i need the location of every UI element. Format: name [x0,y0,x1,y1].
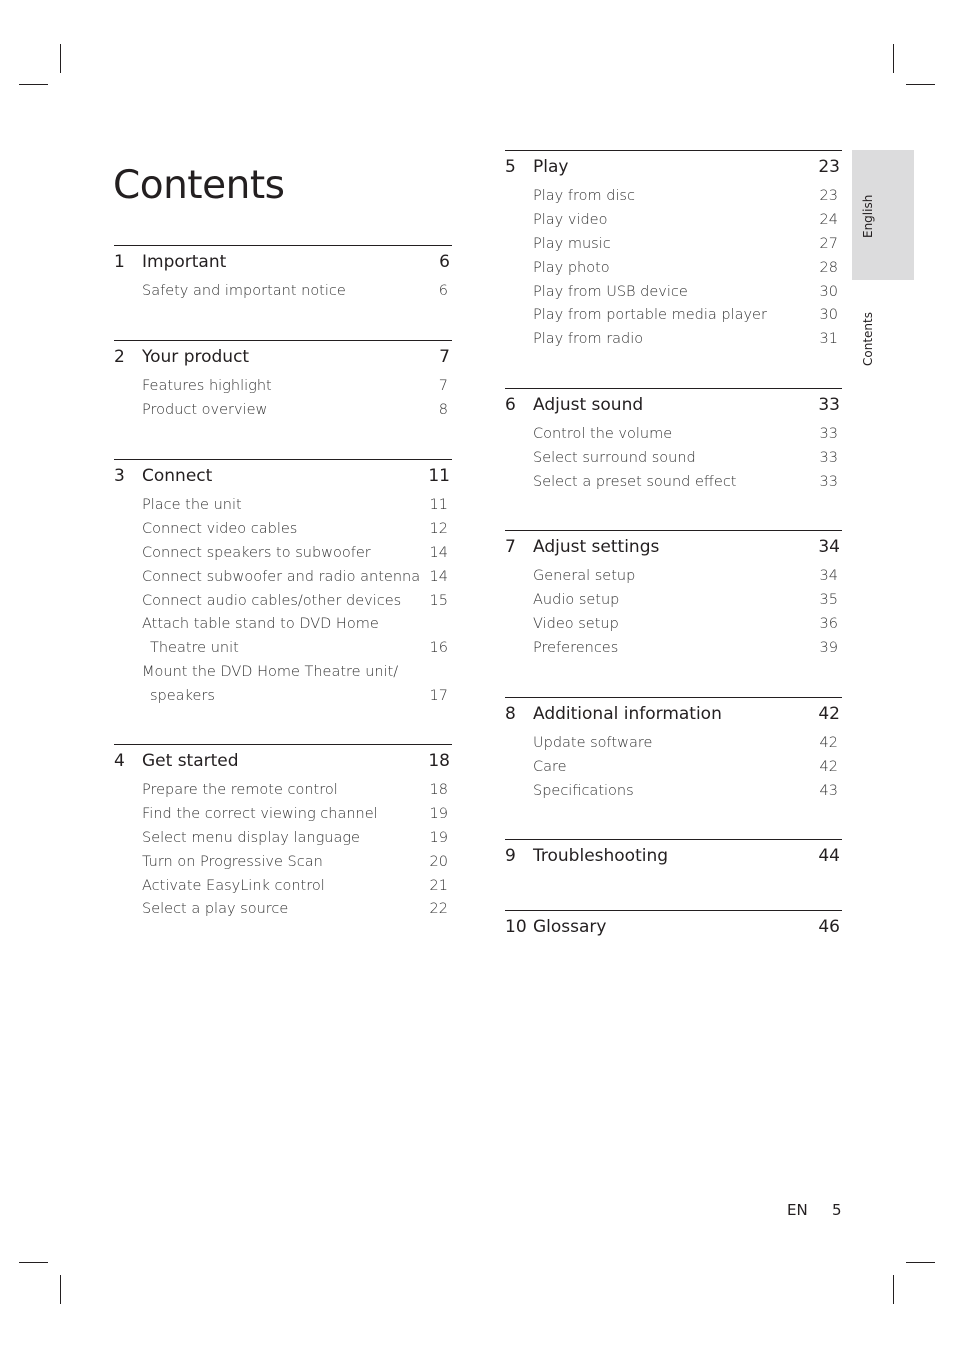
toc-entry[interactable] [505,257,842,281]
toc-entry-page: 34 [819,568,838,584]
toc-entry-page: 22 [429,901,448,918]
toc-entry-label: Audio setup [533,591,620,608]
toc-section-number: 8 [505,704,516,724]
toc-section-heading[interactable] [114,346,452,368]
toc-section-heading[interactable] [505,916,842,938]
toc-section-heading[interactable] [505,536,842,558]
toc-entry-page: 19 [429,829,448,846]
toc-entry[interactable] [114,779,452,803]
toc-section [505,697,842,804]
toc-section-title: Adjust sound [533,395,644,415]
toc-section-page: 34 [818,537,840,557]
crop-mark [893,1275,894,1304]
toc-entry[interactable] [505,233,842,257]
footer-language: EN [787,1201,808,1219]
toc-section-number: 4 [114,751,125,771]
toc-entry-label: Select a preset sound effect [533,473,737,490]
toc-entry[interactable] [114,898,452,922]
toc-entry-page: 30 [819,283,838,300]
toc-entry-label: Activate EasyLink control [142,877,325,894]
toc-entry-page: 14 [429,568,448,585]
toc-entry[interactable] [505,281,842,305]
toc-entry-page: 6 [438,283,448,299]
toc-entry-page: 12 [429,520,448,537]
toc-entry[interactable] [505,589,842,613]
toc-entry-label: Theatre unit [150,640,239,657]
toc-entry-label: Safety and important notice [142,283,346,299]
toc-entry-label: Connect speakers to subwoofer [142,544,371,561]
toc-section-page: 44 [818,846,840,866]
toc-section-number: 7 [505,537,516,557]
toc-entry-page: 30 [819,307,838,324]
toc-entry-label: Connect subwoofer and radio antenna [142,568,421,585]
toc-entry-label: Select surround sound [533,449,696,466]
toc-section-title: Additional information [533,704,722,724]
crop-mark [60,1275,61,1304]
toc-entry-page: 42 [819,758,838,775]
toc-section-number: 3 [114,466,125,486]
toc-entry[interactable] [505,471,842,495]
toc-entry[interactable] [505,447,842,471]
toc-entry[interactable] [114,803,452,827]
crop-mark [893,44,894,73]
toc-section-heading[interactable] [505,156,842,178]
toc-entry[interactable] [114,399,452,423]
toc-entry[interactable] [114,518,452,542]
toc-entry-page: 20 [429,853,448,870]
toc-entry[interactable] [114,875,452,899]
toc-section-title: Your product [142,347,250,367]
toc-section-title: Play [533,157,569,177]
language-tab-label: English [861,194,875,238]
toc-entry[interactable] [505,732,842,756]
crop-mark [906,1262,935,1263]
page-title: Contents [113,163,285,209]
toc-section-heading[interactable] [114,251,452,273]
toc-entry-label: Attach table stand to DVD Home [142,616,379,633]
toc-section-number: 1 [114,252,125,272]
toc-section-title: Glossary [533,917,607,937]
toc-section-page: 42 [818,704,840,724]
toc-entry-label: Play music [533,235,611,252]
toc-entry-label: Prepare the remote control [142,782,338,798]
crop-mark [60,44,61,73]
toc-entry-label: Preferences [533,639,619,656]
toc-section-title: Adjust settings [533,537,660,557]
toc-entry-page: 42 [819,735,838,751]
toc-entry[interactable] [114,637,452,661]
toc-entry[interactable] [114,566,452,590]
toc-entry-page: 33 [819,449,838,466]
toc-section-title: Troubleshooting [533,846,669,866]
toc-section [114,744,452,922]
toc-entry-page: 17 [429,688,448,705]
toc-section-page: 6 [439,252,450,272]
toc-entry-page: 33 [819,426,838,442]
toc-entry[interactable] [505,209,842,233]
toc-section-number: 6 [505,395,516,415]
toc-entry-label: Features highlight [142,378,272,394]
toc-section-number: 9 [505,846,516,866]
toc-section-heading[interactable] [505,845,842,867]
toc-entry-page: 31 [819,331,838,348]
toc-entry-label: Product overview [142,401,268,418]
toc-entry-label: Connect video cables [142,520,298,537]
toc-entry[interactable] [505,756,842,780]
toc-section [505,150,842,352]
toc-entry-label: Play from USB device [533,283,688,300]
toc-entry-label: Mount the DVD Home Theatre unit/ [142,664,399,681]
toc-section-title: Connect [142,466,213,486]
toc-section [114,245,452,304]
toc-entry[interactable] [505,328,842,352]
toc-entry-page: 27 [819,235,838,252]
toc-entry[interactable] [114,661,452,685]
crop-mark [906,84,935,85]
toc-entry-label: Select menu display language [142,829,360,846]
toc-section-heading[interactable] [114,750,452,772]
toc-entry-page: 15 [429,592,448,609]
toc-entry-page: 43 [819,782,838,799]
toc-entry[interactable] [114,613,452,637]
toc-entry-label: Care [533,758,567,775]
toc-entry-page: 14 [429,544,448,561]
toc-entry-label: Connect audio cables/other devices [142,592,402,609]
toc-section-number: 2 [114,347,125,367]
toc-section [505,910,842,938]
language-tab [852,150,914,280]
toc-entry-page: 23 [819,188,838,204]
toc-entry[interactable] [505,304,842,328]
toc-section-heading[interactable] [505,703,842,725]
toc-section [505,388,842,495]
toc-entry-page: 19 [429,805,448,822]
toc-section-title: Get started [142,751,239,771]
toc-entry-label: Video setup [533,615,619,632]
toc-section [114,459,452,709]
toc-entry[interactable] [114,280,452,304]
toc-entry-label: Play from portable media player [533,307,767,324]
toc-entry[interactable] [505,423,842,447]
toc-entry-label: Update software [533,735,653,751]
toc-entry[interactable] [505,637,842,661]
toc-entry-label: speakers [150,688,215,705]
toc-entry-label: Play photo [533,259,610,276]
toc-entry-label: Play from disc [533,188,635,204]
toc-entry[interactable] [114,827,452,851]
toc-section-number: 5 [505,157,516,177]
toc-entry[interactable] [505,780,842,804]
section-side-label: Contents [861,312,875,366]
toc-entry-page: 21 [429,877,448,894]
toc-entry-page: 11 [429,497,448,513]
toc-entry-page: 33 [819,473,838,490]
toc-section-page: 18 [428,751,450,771]
toc-entry-page: 28 [819,259,838,276]
toc-entry-label: Find the correct viewing channel [142,805,378,822]
toc-entry-page: 16 [429,640,448,657]
toc-entry[interactable] [505,613,842,637]
toc-entry-label: Select a play source [142,901,289,918]
toc-entry-page: 24 [819,211,838,228]
toc-section-heading[interactable] [505,394,842,416]
toc-entry-page: 35 [819,591,838,608]
crop-mark [19,84,48,85]
toc-entry-label: Play video [533,211,608,228]
toc-entry-label: Turn on Progressive Scan [142,853,323,870]
toc-entry[interactable] [505,185,842,209]
toc-section [114,340,452,423]
toc-section-title: Important [142,252,227,272]
toc-section-number: 10 [505,917,527,937]
toc-entry[interactable] [114,375,452,399]
toc-entry-page: 18 [429,782,448,798]
toc-entry-page: 7 [438,378,448,394]
toc-entry[interactable] [505,565,842,589]
toc-section-page: 33 [818,395,840,415]
toc-entry[interactable] [114,494,452,518]
toc-section-page: 46 [818,917,840,937]
toc-entry-label: Play from radio [533,331,644,348]
toc-entry-label: Place the unit [142,497,242,513]
toc-entry-label: Specifications [533,782,634,799]
toc-section-page: 7 [439,347,450,367]
crop-mark [19,1262,48,1263]
toc-section-page: 11 [428,466,450,486]
toc-entry-page: 39 [819,639,838,656]
toc-entry-page: 8 [438,401,448,418]
toc-entry[interactable] [114,851,452,875]
toc-section [505,530,842,661]
footer-page-number: 5 [832,1201,842,1219]
toc-entry[interactable] [114,685,452,709]
toc-entry[interactable] [114,542,452,566]
toc-section [505,839,842,867]
toc-entry-label: Control the volume [533,426,673,442]
toc-section-heading[interactable] [114,465,452,487]
toc-entry-page: 36 [819,615,838,632]
toc-entry[interactable] [114,590,452,614]
toc-entry-label: General setup [533,568,636,584]
toc-section-page: 23 [818,157,840,177]
